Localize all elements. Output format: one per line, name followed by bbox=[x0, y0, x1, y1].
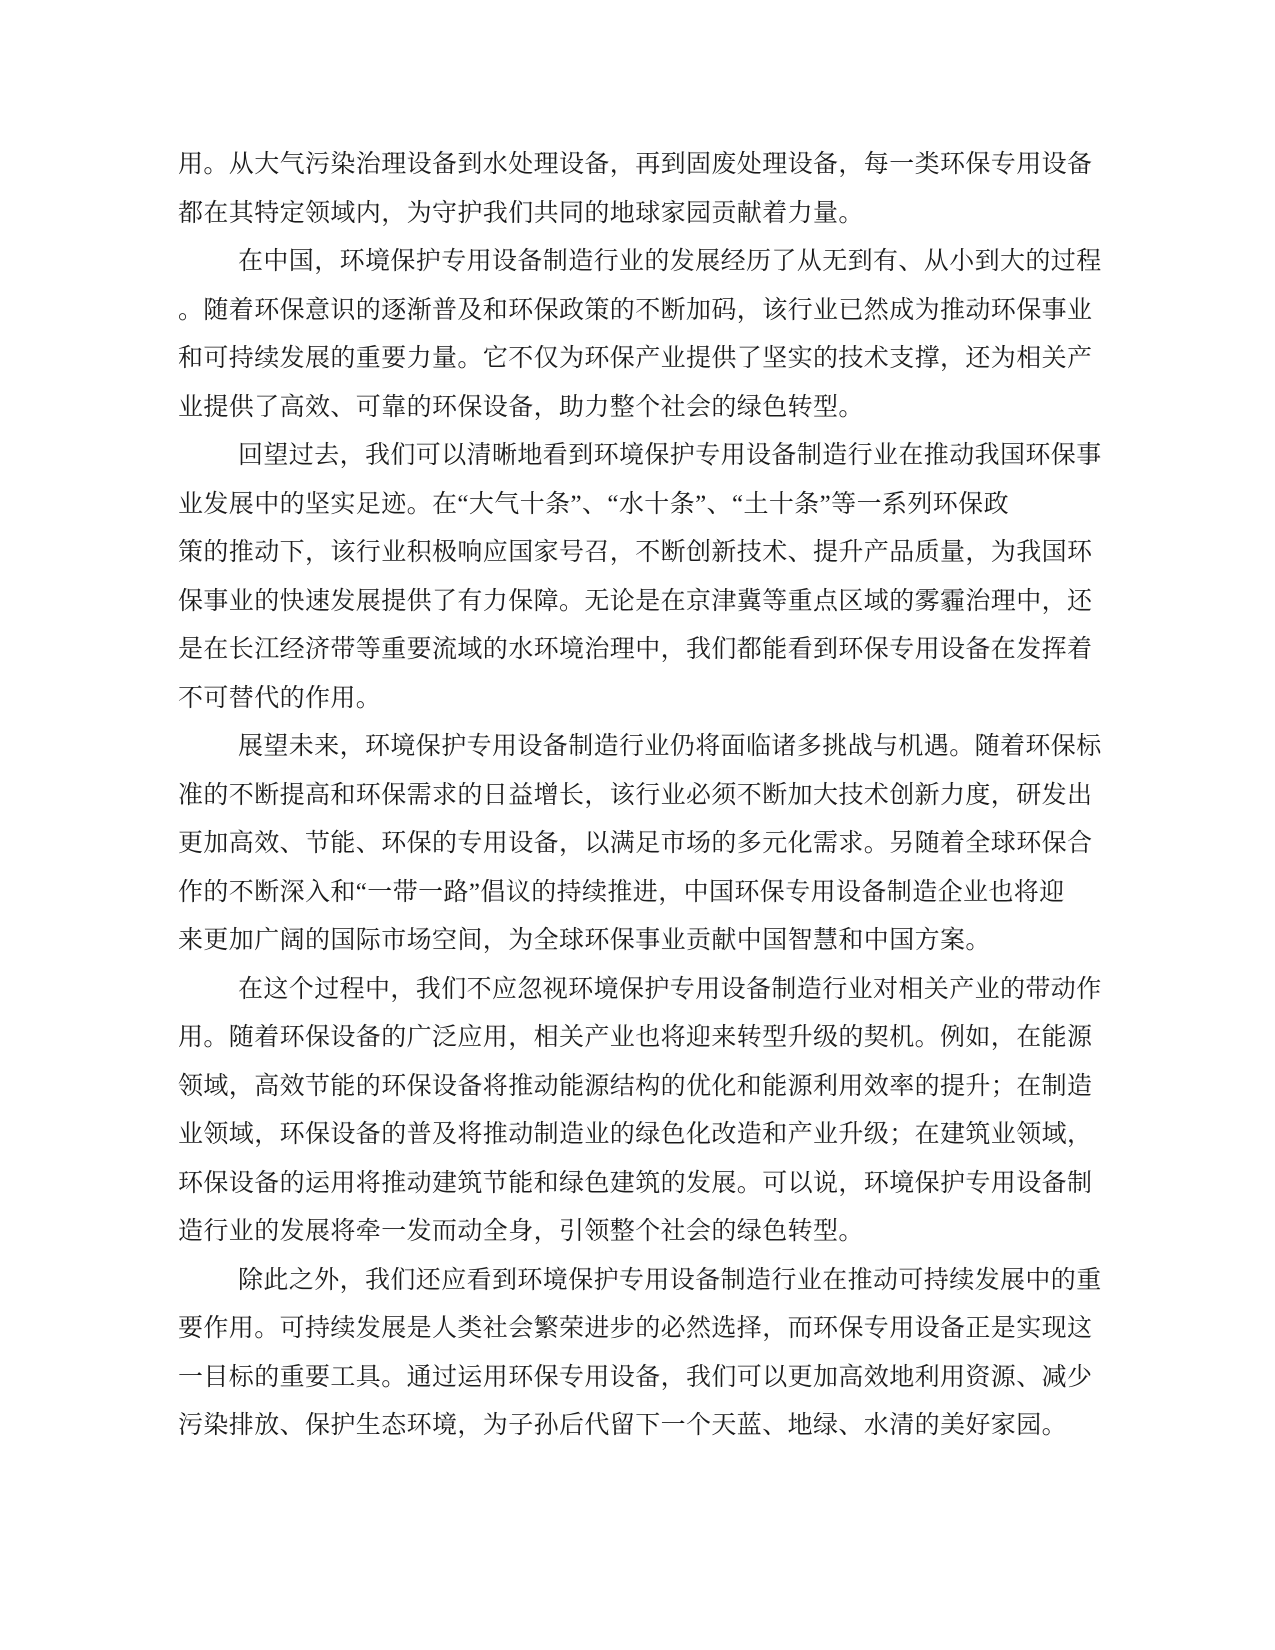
text-line: 准的不断提高和环保需求的日益增长，该行业必须不断加大技术创新力度，研发出 bbox=[178, 781, 1093, 809]
text-line: 一目标的重要工具。通过运用环保专用设备，我们可以更加高效地利用资源、减少 bbox=[178, 1363, 1093, 1391]
text-line: 要作用。可持续发展是人类社会繁荣进步的必然选择，而环保专用设备正是实现这 bbox=[178, 1315, 1093, 1342]
text-line: 造行业的发展将牵一发而动全身，引领整个社会的绿色转型。 bbox=[178, 1218, 864, 1245]
text-line: 业领域，环保设备的普及将推动制造业的绿色化改造和产业升级；在建筑业领域， bbox=[178, 1121, 1093, 1148]
text-line: 在中国，环境保护专用设备制造行业的发展经历了从无到有、从小到大的过程 bbox=[238, 248, 1102, 275]
text-line: 更加高效、节能、环保的专用设备，以满足市场的多元化需求。另随着全球环保合 bbox=[178, 830, 1093, 857]
document-text-block bbox=[178, 141, 1123, 1451]
text-line: 保事业的快速发展提供了有力保障。无论是在京津冀等重点区域的雾霾治理中，还 bbox=[178, 587, 1093, 615]
text-line: 污染排放、保护生态环境，为子孙后代留下一个天蓝、地绿、水清的美好家园。 bbox=[178, 1412, 1068, 1439]
text-line: 回望过去，我们可以清晰地看到环境保护专用设备制造行业在推动我国环保事 bbox=[238, 442, 1102, 469]
text-line: 展望未来，环境保护专用设备制造行业仍将面临诸多挑战与机遇。随着环保标 bbox=[238, 733, 1102, 760]
text-line: 领域，高效节能的环保设备将推动能源结构的优化和能源利用效率的提升；在制造 bbox=[178, 1072, 1093, 1100]
text-line: 都在其特定领域内，为守护我们共同的地球家园贡献着力量。 bbox=[178, 199, 864, 227]
text-line: 环保设备的运用将推动建筑节能和绿色建筑的发展。可以说，环境保护专用设备制 bbox=[178, 1169, 1093, 1197]
text-line: 策的推动下，该行业积极响应国家号召，不断创新技术、提升产品质量，为我国环 bbox=[178, 539, 1093, 566]
text-line: 业提供了高效、可靠的环保设备，助力整个社会的绿色转型。 bbox=[178, 393, 864, 421]
text-line: 在这个过程中，我们不应忽视环境保护专用设备制造行业对相关产业的带动作 bbox=[238, 975, 1102, 1003]
text-line: 。随着环保意识的逐渐普及和环保政策的不断加码，该行业已然成为推动环保事业 bbox=[178, 296, 1093, 324]
text-line: 是在长江经济带等重要流域的水环境治理中，我们都能看到环保专用设备在发挥着 bbox=[178, 636, 1093, 663]
text-line: 不可替代的作用。 bbox=[178, 684, 382, 712]
text-line: 作的不断深入和“一带一路”倡议的持续推进，中国环保专用设备制造企业也将迎 bbox=[178, 878, 1065, 906]
text-line: 和可持续发展的重要力量。它不仅为环保产业提供了坚实的技术支撑，还为相关产 bbox=[178, 345, 1093, 372]
text-line: 用。随着环保设备的广泛应用，相关产业也将迎来转型升级的契机。例如，在能源 bbox=[178, 1024, 1093, 1051]
text-line: 业发展中的坚实足迹。在“大气十条”、“水十条”、“土十条”等一系列环保政 bbox=[178, 490, 1009, 518]
text-line: 来更加广阔的国际市场空间，为全球环保事业贡献中国智慧和中国方案。 bbox=[178, 927, 991, 954]
text-line: 除此之外，我们还应看到环境保护专用设备制造行业在推动可持续发展中的重 bbox=[238, 1266, 1102, 1294]
text-line: 用。从大气污染治理设备到水处理设备，再到固废处理设备，每一类环保专用设备 bbox=[178, 151, 1093, 178]
